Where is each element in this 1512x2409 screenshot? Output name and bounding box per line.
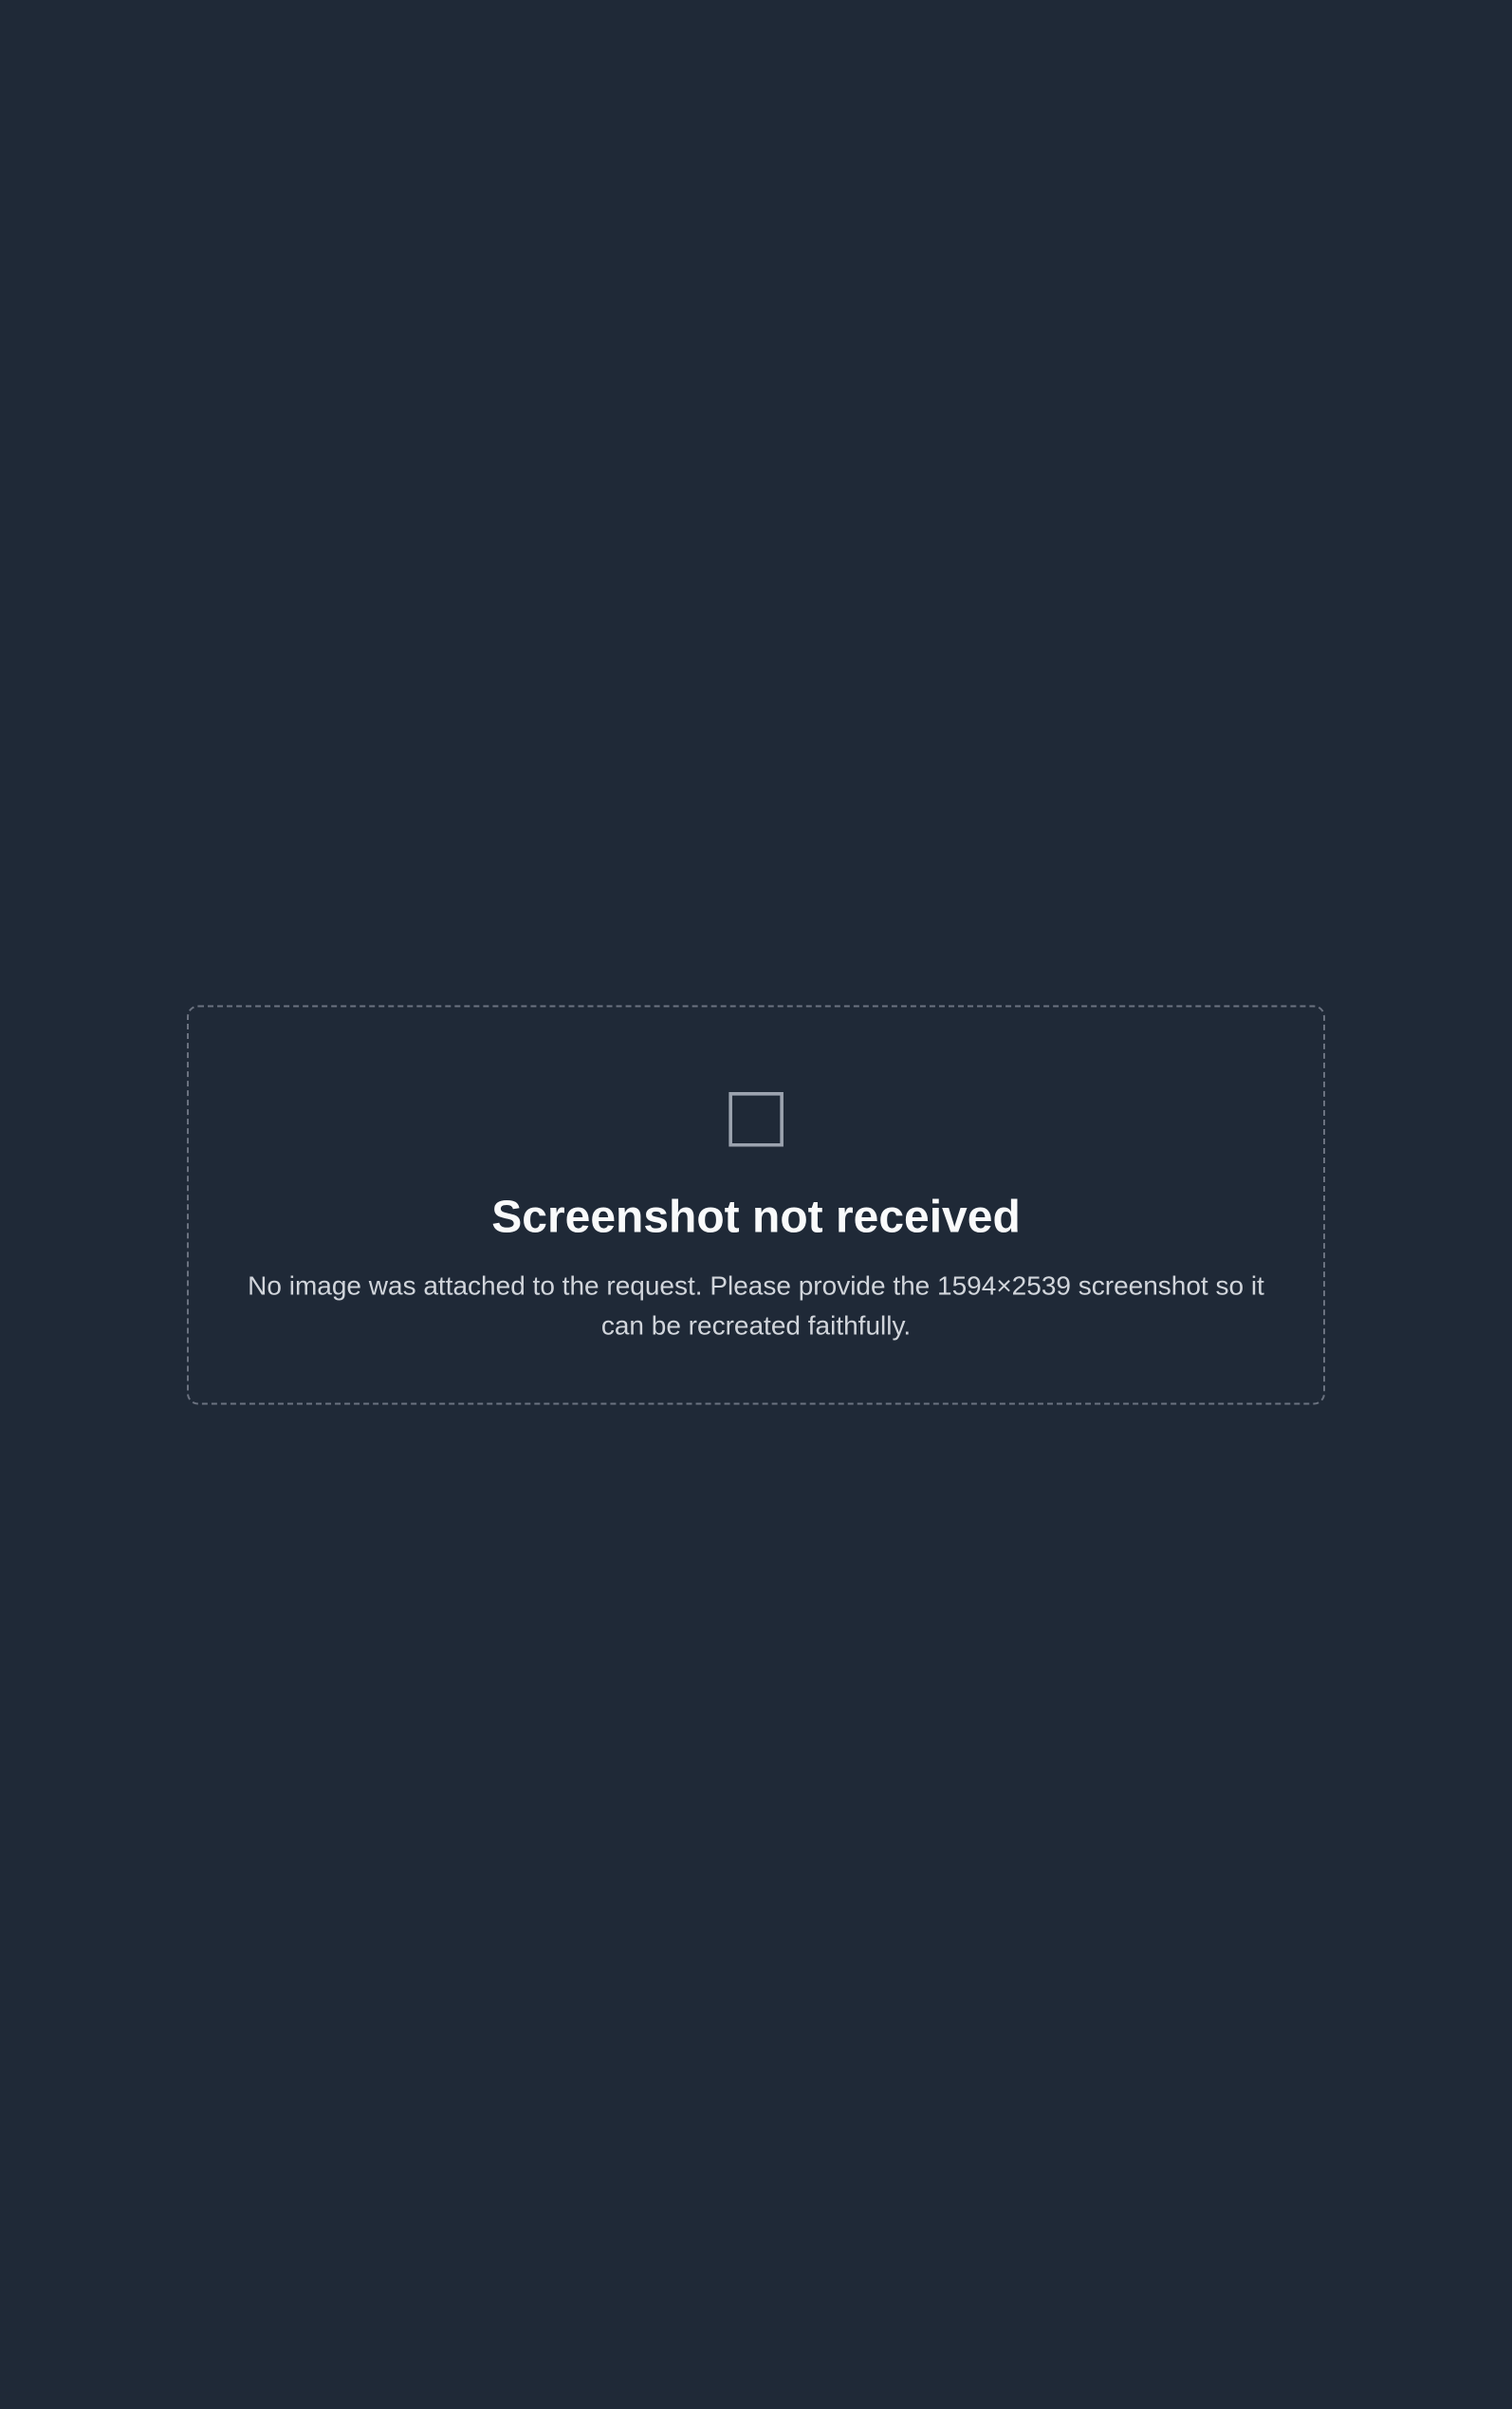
image-missing-icon: □ bbox=[728, 1065, 784, 1166]
placeholder-title: Screenshot not received bbox=[491, 1192, 1021, 1242]
placeholder-panel bbox=[187, 1005, 1325, 1404]
placeholder-body: No image was attached to the request. Please provide the 1594×2539 screenshot so it can be recreated faithfully. bbox=[248, 1270, 1264, 1340]
